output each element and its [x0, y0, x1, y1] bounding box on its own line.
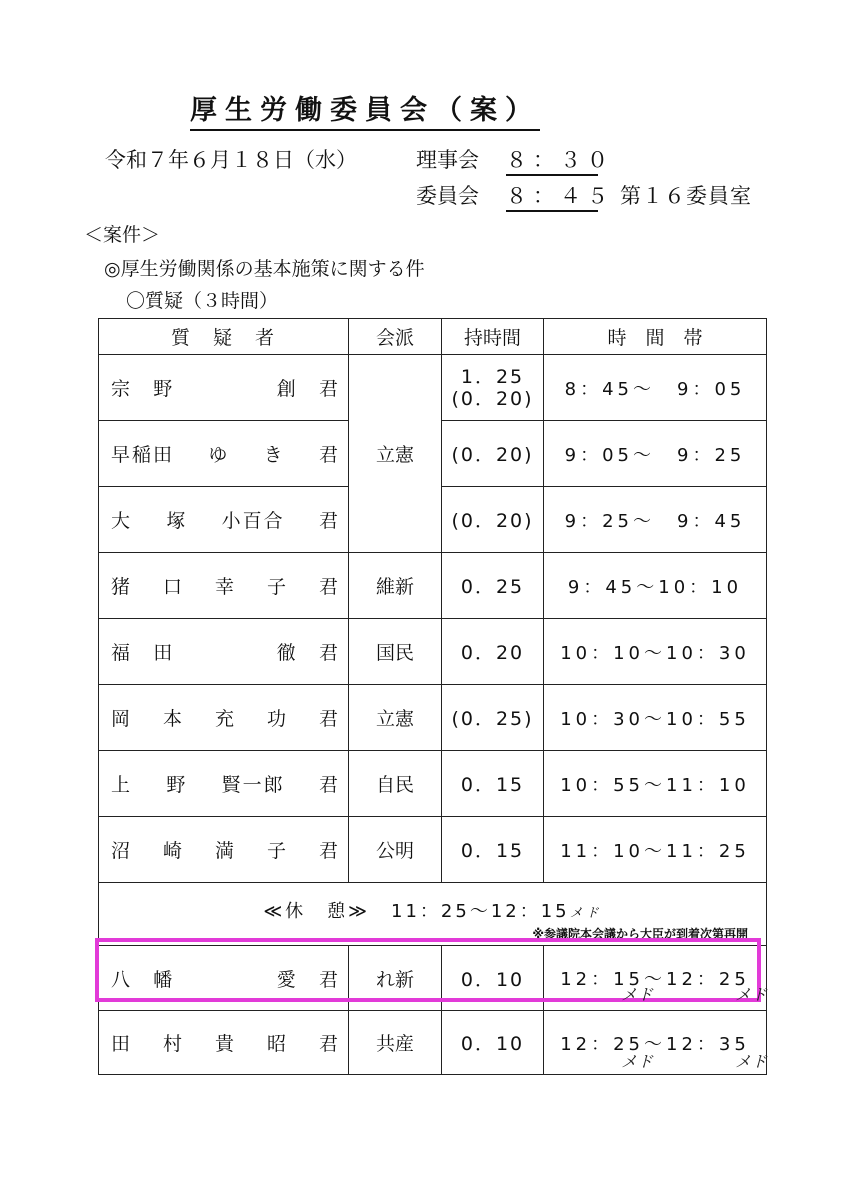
handwritten-mark: メド: [621, 985, 654, 1004]
party-cell: 自民: [349, 751, 442, 817]
questioner-name: 八 幡 愛 君: [111, 968, 340, 991]
handwritten-mark: メド: [621, 1052, 654, 1071]
slot-cell: 11：10～11：25: [544, 817, 767, 883]
table-row: [99, 355, 767, 421]
board-time: ８：３０: [506, 144, 598, 176]
party-cell: 公明: [349, 817, 442, 883]
slot-cell: 10：10～10：30: [544, 619, 767, 685]
agenda-heading: ＜案件＞: [84, 224, 161, 246]
questioner-name: 岡 本 充 功 君: [111, 708, 340, 730]
slot-cell: 9：45～10：10: [544, 553, 767, 619]
page-title: 厚生労働委員会（案）: [190, 88, 540, 131]
table-row: [99, 619, 767, 685]
questioner-name: 田 村 貴 昭 君: [111, 1033, 340, 1055]
agenda-item: ◎厚生労働関係の基本施策に関する件: [104, 258, 425, 280]
column-header: 時 間 帯: [544, 319, 767, 355]
time-cell: 0．15: [442, 817, 544, 883]
table-row: [99, 751, 767, 817]
slot-cell: 9：25～ 9：45: [544, 487, 767, 553]
slot-cell: 8：45～ 9：05: [544, 355, 767, 421]
qa-label: 〇質疑（３時間）: [126, 290, 279, 312]
handwritten-mark: メド: [735, 985, 768, 1004]
time-cell: 0．10: [442, 946, 544, 1011]
table-header-row: [99, 319, 767, 355]
time-cell: 0．10: [442, 1011, 544, 1075]
time-cell: 1．25 (0．20): [442, 355, 544, 421]
questioner-name: 上 野 賢一郎 君: [111, 774, 340, 796]
time-cell: (0．20): [442, 421, 544, 487]
table-row: [99, 1011, 767, 1075]
committee-time: ８：４５: [506, 180, 598, 212]
meeting-date: 令和７年６月１８日（水）: [105, 148, 357, 172]
slot-cell: 12：25～12：35: [544, 1011, 767, 1075]
column-header: 質 疑 者: [99, 319, 349, 355]
table-row: [99, 553, 767, 619]
time-cell: 0．15: [442, 751, 544, 817]
party-cell: 共産: [349, 1011, 442, 1075]
break-text: ≪休 憩≫ 11：25～12：15メド: [263, 901, 602, 922]
questioner-name: 沼 崎 満 子 君: [111, 840, 340, 862]
party-cell: 国民: [349, 619, 442, 685]
party-cell: 立憲: [349, 355, 442, 553]
questioner-name: 福 田 徹 君: [111, 642, 340, 664]
time-cell: 0．20: [442, 619, 544, 685]
time-cell: (0．25): [442, 685, 544, 751]
column-header: 会派: [349, 319, 442, 355]
time-cell: 0．25: [442, 553, 544, 619]
column-header: 持時間: [442, 319, 544, 355]
highlight-box: [95, 938, 761, 1002]
table-row: [99, 817, 767, 883]
questioner-name: 猪 口 幸 子 君: [111, 576, 340, 598]
committee-label: 委員会: [416, 184, 479, 208]
questioner-name: 宗 野 創 君: [111, 378, 340, 400]
slot-cell: 9：05～ 9：25: [544, 421, 767, 487]
slot-cell: 10：30～10：55: [544, 685, 767, 751]
table-row: [99, 685, 767, 751]
break-mark: メド: [569, 906, 602, 921]
party-cell: れ新: [349, 946, 442, 1011]
board-label: 理事会: [416, 148, 479, 172]
room: 第１６委員室: [620, 184, 752, 208]
break-note: ※参議院本会議から大臣が到着次第再開: [532, 927, 748, 941]
questioner-name: 早稲田 ゆ き 君: [111, 444, 340, 466]
handwritten-mark: メド: [735, 1052, 768, 1071]
break-row: [99, 883, 767, 946]
slot-cell: 10：55～11：10: [544, 751, 767, 817]
party-cell: 維新: [349, 553, 442, 619]
party-cell: 立憲: [349, 685, 442, 751]
slot-cell: 12：15～12：25: [544, 946, 767, 1011]
time-cell: (0．20): [442, 487, 544, 553]
questioner-name: 大 塚 小百合 君: [111, 510, 340, 532]
